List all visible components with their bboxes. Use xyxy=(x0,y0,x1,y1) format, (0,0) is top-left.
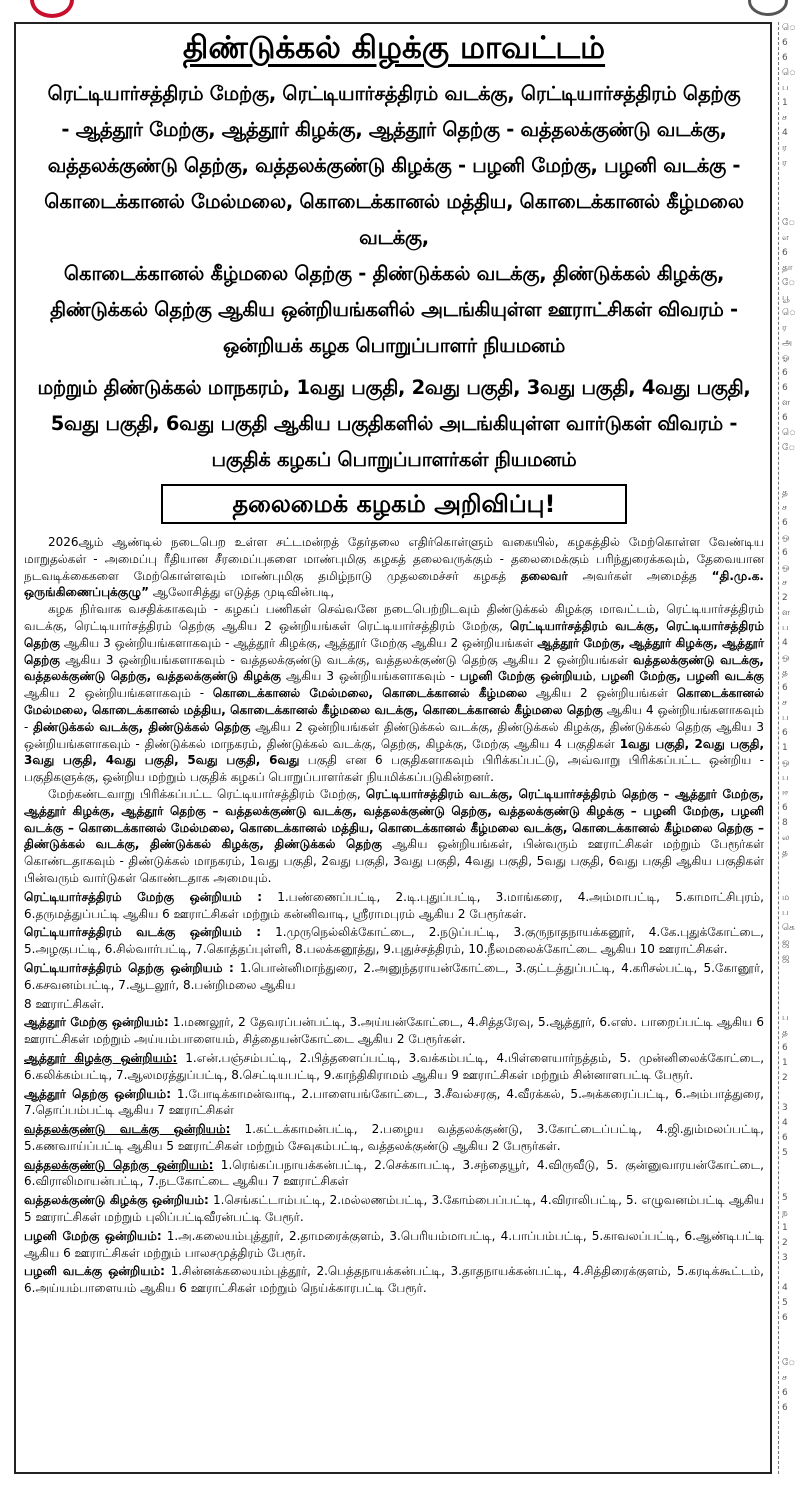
edge-fragment: ப xyxy=(782,908,789,918)
edge-fragment: 6 xyxy=(782,368,788,378)
edge-fragment: ச xyxy=(782,578,787,588)
union-villages: 1.பொன்னிமாந்துரை, 2.அனுந்தராயன்கோட்டை, 3.குட்டத்துப்பட்டி, 4.கரிசல்பட்டி, 5.கோனூர், 6.கசவனம்பட்டி, 7.ஆடலூர், 8.பன்றிமலை ஆகிய xyxy=(24,960,765,992)
edge-fragment: ள xyxy=(782,398,791,408)
union-villages: 1.சின்னக்கலையம்புத்தூர், 2.பெத்தநாயக்கன்பட்டி, 3.தாதநாயக்கன்பட்டி, 4.சித்திரைக்குளம், 5.கரடிக்கூட்டம், 6.அய்யம்பாளையம் ஆகிய 6 ஊராட்சிகள் மற்றும் நெய்க்காரபட்டி பேரூர். xyxy=(24,1264,764,1296)
union-entry xyxy=(24,1157,764,1191)
adjacent-column-edge xyxy=(776,22,800,1474)
union-villages: 1.கட்டக்காமன்பட்டி, 2.பழைய வத்தலக்குண்டு, 3.கோட்டைப்பட்டி, 4.ஜி.தும்மலப்பட்டி, 5.கணவாய்ப்பட்டி ஆகிய 5 ஊராட்சிகள் மற்றும் சேவுகம்பட்டி, வத்தலக்குண்டு ஆகிய 2 பேரூர்கள். xyxy=(24,1122,764,1153)
edge-fragment: 6 xyxy=(782,518,788,528)
edge-fragment: ஒ xyxy=(782,758,790,768)
edge-fragment: த xyxy=(782,1028,788,1038)
edge-fragment: 6 xyxy=(782,1133,788,1143)
para3-bold: ரெட்டியார்சத்திரம் வடக்கு, ரெட்டியார்சத்திரம் தெற்கு – ஆத்தூர் மேற்கு, ஆத்தூர் கிழக்கு, ஆத்தூர் தெற்கு – வத்தலக்குண்டு வடக்கு, வத்தலக்குண்டு தெற்கு, வத்தலக்குண்டு கிழக்கு – பழனி மேற்கு, பழனி வடக்கு – கொடைக்கானல் மேல்மலை, கொடைக்கானல் மத்திய, கொடைக்கானல் கீழ்மலை வடக்கு, கொடைக்கானல் கீழ்மலை தெற்கு – திண்டுக்கல் வடக்கு, திண்டுக்கல் கிழக்கு, திண்டுக்கல் தெற்கு xyxy=(24,786,764,852)
edge-fragment: 2 xyxy=(782,1238,788,1248)
headline-line: பகுதிக் கழகப் பொறுப்பாளர்கள் நியமனம் xyxy=(211,448,577,471)
edge-fragment: 6 xyxy=(782,248,788,258)
edge-fragment: ச xyxy=(782,503,787,513)
edge-fragment: 6 xyxy=(782,383,788,393)
edge-fragment: கெ xyxy=(782,923,795,933)
union-label: பழனி மேற்கு ஒன்றியம்: xyxy=(24,1228,162,1243)
edge-fragment: ே xyxy=(782,218,796,228)
edge-fragment: ஒ xyxy=(782,533,790,543)
edge-fragment: 1 xyxy=(782,1223,788,1233)
union-villages: 8 ஊராட்சிகள். xyxy=(24,996,105,1011)
para2-bold: வத்தலக்குண்டு வடக்கு, வத்தலக்குண்டு தெற்கு, வத்தலக்குண்டு கிழக்கு xyxy=(24,652,764,684)
union-entry xyxy=(24,1228,764,1262)
union-entry xyxy=(24,1121,764,1155)
notice-title: தலைமைக் கழகம் அறிவிப்பு! xyxy=(232,490,556,518)
para1-text: அவர்கள் அமைத்த xyxy=(567,568,712,583)
para2-text: ஆகிய 3 ஒன்றியங்களாகவும் - xyxy=(281,669,460,684)
edge-fragment: ெ xyxy=(782,308,796,318)
edge-fragment: ள xyxy=(782,608,791,618)
edge-fragment: 4 xyxy=(782,1283,788,1293)
para2-bold: பழனி மேற்கு, பழனி வடக்கு xyxy=(601,669,764,684)
para3-text: ஆகிய ஒன்றியங்கள், பின்வரும் ஊராட்சிகள் மற்றும் பேரூர்கள் கொண்டதாகவும் - திண்டுக்கல் மாநகரம், 1வது பகுதி, 2வது பகுதி, 3வது பகுதி, 4வது பகுதி, 5வது பகுதி, 6வது பகுதி ஆகிய பகுதிகள் பின்வரும் வார்டுகள் கொண்டதாக அமையும். xyxy=(24,837,764,885)
edge-fragment: பூ xyxy=(782,293,790,303)
headline-line: கொடைக்கானல் மேல்மலை, கொடைக்கானல் மத்திய, கொடைக்கானல் கீழ்மலை வடக்கு, xyxy=(44,190,744,249)
para1-bold: “தி.மு.க. ஒருங்கிணைப்புக்குழு” xyxy=(24,568,764,600)
edge-fragment: 8 xyxy=(782,818,788,828)
union-villages: 1.அ.கலையம்புத்தூர், 2.தாமரைக்குளம், 3.பெரியம்மாபட்டி, 4.பாப்பம்பட்டி, 5.காவலப்பட்டி, 6.ஆண்டிபட்டி ஆகிய 6 ஊராட்சிகள் மற்றும் பாலசமுத்திரம் பேரூர். xyxy=(24,1228,764,1260)
headline-line: ஒன்றியக் கழக பொறுப்பாளர் நியமனம் xyxy=(223,334,565,357)
union-entry xyxy=(24,960,764,994)
edge-fragment: ர xyxy=(782,143,787,153)
edge-fragment xyxy=(782,1327,800,1342)
union-entry xyxy=(24,889,764,923)
para1-text: ஆலோசித்து எடுத்த முடிவின்படி, xyxy=(148,585,335,600)
para2-bold: கொடைக்கானல் மேல்மலை, கொடைக்கானல் மத்திய, கொடைக்கானல் கீழ்மலை வடக்கு, கொடைக்கானல் கீழ்மலை தெற்கு xyxy=(24,686,764,717)
edge-fragment: 6 xyxy=(782,1388,788,1398)
paragraph-2 xyxy=(24,601,764,786)
notice-body xyxy=(24,534,764,1297)
union-entry xyxy=(24,1263,764,1297)
district-title xyxy=(24,26,764,72)
edge-fragment: 1 xyxy=(782,1058,788,1068)
union-label: ரெட்டியார்சத்திரம் தெற்கு ஒன்றியம் : xyxy=(24,960,234,975)
union-label: வத்தலக்குண்டு வடக்கு ஒன்றியம்: xyxy=(24,1122,231,1137)
union-villages: 1.போடிக்காமன்வாடி, 2.பாளையங்கோட்டை, 3.சீவல்சரகு, 4.வீரக்கல், 5.அக்கரைப்பட்டி, 6.அம்பாத்துரை, 7.தொப்பம்பட்டி ஆகிய 7 ஊராட்சிகள் xyxy=(24,1086,764,1118)
district-title-text: திண்டுக்கல் கிழக்கு மாவட்டம் xyxy=(182,30,606,66)
headline-line: - ஆத்தூர் மேற்கு, ஆத்தூர் கிழக்கு, ஆத்தூர் தெற்கு - வத்தலக்குண்டு வடக்கு, xyxy=(61,118,727,141)
union-label: ரெட்டியார்சத்திரம் வடக்கு ஒன்றியம் : xyxy=(24,925,262,940)
edge-fragment: ச xyxy=(782,1373,787,1383)
union-villages: 1.என்.பஞ்சம்பட்டி, 2.பித்தளைப்பட்டி, 3.வக்கம்பட்டி, 4.பிள்ளையார்நத்தம், 5. முன்னிலைக்கோட்டை, 6.கலிக்கம்பட்டி, 7.ஆலமரத்துப்பட்டி, 8.செட்டியபட்டி, 9.காந்திகிராமம் ஆகிய 9 ஊராட்சிகள் மற்றும் சின்னாளபட்டி பேரூர். xyxy=(24,1050,765,1082)
edge-fragment: 2 xyxy=(782,1073,788,1083)
column-divider xyxy=(778,22,779,1474)
edge-fragment: ந xyxy=(782,1208,788,1218)
edge-fragment xyxy=(782,982,800,997)
edge-fragment: ம xyxy=(782,893,790,903)
para2-bold: 1வது பகுதி, 2வது பகுதி, 3வது பகுதி, 4வது பகுதி, 5வது பகுதி, 6வது xyxy=(24,736,764,768)
edge-fragment: ஈ xyxy=(782,788,789,798)
edge-fragment: 4 xyxy=(782,638,788,648)
edge-fragment: 6 xyxy=(782,38,788,48)
union-entry xyxy=(24,1014,764,1048)
headline-line: கொடைக்கானல் கீழ்மலை தெற்கு - திண்டுக்கல் வடக்கு, திண்டுக்கல் கிழக்கு, xyxy=(63,262,725,285)
edge-fragment: த xyxy=(782,848,788,858)
edge-fragment: 6 xyxy=(782,803,788,813)
edge-fragment: 6 xyxy=(782,683,788,693)
edge-fragment xyxy=(782,1162,800,1177)
union-entry xyxy=(24,924,764,958)
notice-title-box xyxy=(161,484,627,524)
union-villages: 1.மணலூர், 2 தேவரப்பன்பட்டி, 3.அய்யன்கோட்டை, 4.சித்தரேவு, 5.ஆத்தூர், 6.எஸ். பாறைப்பட்டி ஆகிய 6 ஊராட்சிகள் மற்றும் அய்யம்பாளையம், சித்தையன்கோட்டை ஆகிய 2 பேரூர்கள். xyxy=(24,1015,764,1047)
edge-fragment: ஓ xyxy=(782,353,790,363)
paragraph-3 xyxy=(24,786,764,887)
edge-fragment: தா xyxy=(782,263,793,273)
edge-fragment: ஒ xyxy=(782,653,790,663)
edge-fragment: 5 xyxy=(782,1148,788,1158)
union-villages: 1.பண்ணைப்பட்டி, 2.டி.புதுப்பட்டி, 3.மாங்கரை, 4.அம்மாபட்டி, 5.காமாட்சிபுரம், 6.தருமத்துப்பட்டி ஆகிய 6 ஊராட்சிகள் மற்றும் கன்னிவாடி, ஸ்ரீராமபுரம் ஆகிய 2 பேரூர்கள். xyxy=(24,889,764,921)
para2-text: ஆகிய 3 ஒன்றியங்களாகவும் - ஆத்தூர் கிழக்கு, ஆத்தூர் மேற்கு ஆகிய 2 ஒன்றியங்கள் xyxy=(59,635,538,650)
union-villages: 1.ரெங்கப்பநாயக்கன்பட்டி, 2.செக்காபட்டி, 3.சந்தையூர், 4.விருவீடு, 5. குன்னுவாரயன்கோட்டை, 6.விராலிமாயன்பட்டி, 7.நடகோட்டை ஆகிய 7 ஊராட்சிகள் xyxy=(24,1157,764,1189)
edge-fragment: 5 xyxy=(782,1193,788,1203)
edge-fragment: ப xyxy=(782,773,789,783)
edge-fragment xyxy=(782,172,800,187)
para2-bold: திண்டுக்கல் வடக்கு, திண்டுக்கல் தெற்கு xyxy=(33,719,251,734)
edge-fragment: ெ xyxy=(782,68,796,78)
edge-fragment: ப xyxy=(782,1013,789,1023)
union-entry xyxy=(24,996,764,1013)
edge-fragment: ப xyxy=(782,713,789,723)
union-villages: 1.செங்கட்டாம்பட்டி, 2.மல்லணம்பட்டி, 3.கோம்பைப்பட்டி, 4.விராலிபட்டி, 5. எழுவனம்பட்டி ஆகிய 5 ஊராட்சிகள் மற்றும் புலிப்பட்டிவீரன்பட்டி பேரூர். xyxy=(24,1193,764,1225)
edge-fragment: 6 xyxy=(782,728,788,738)
edge-fragment: 6 xyxy=(782,413,788,423)
edge-fragment xyxy=(782,1087,800,1102)
headline-line: ரெட்டியார்சத்திரம் மேற்கு, ரெட்டியார்சத்திரம் வடக்கு, ரெட்டியார்சத்திரம் தெற்கு xyxy=(47,82,741,105)
edge-fragment: 3 xyxy=(782,1253,788,1263)
headline-line: வத்தலக்குண்டு தெற்கு, வத்தலக்குண்டு கிழக்கு - பழனி மேற்கு, பழனி வடக்கு - xyxy=(47,154,741,177)
edge-fragment: ே xyxy=(782,278,796,288)
notice-content xyxy=(24,26,764,1297)
edge-fragment: 6 xyxy=(782,1043,788,1053)
para3-text: மேற்கண்டவாறு பிரிக்கப்பட்ட ரெட்டியார்சத்திரம் மேற்கு, xyxy=(48,786,366,801)
edge-fragment xyxy=(782,1177,800,1192)
para2-text: கழக நிர்வாக வசதிக்காகவும் - கழகப் பணிகள் செவ்வனே நடைபெற்றிடவும் திண்டுக்கல் கிழக்கு மாவட்டம், ரெட்டியார்சத்திரம் வடக்கு, ரெட்டியார்சத்திரம் தெற்கு ஆகிய 2 ஒன்றியங்கள் ரெட்டியார்சத்திரம் மேற்கு, xyxy=(24,602,764,633)
edge-fragment: 4 xyxy=(782,128,788,138)
edge-fragment: 4 xyxy=(782,1118,788,1128)
para1-bold: தலைவர் xyxy=(520,568,568,583)
edge-fragment: 6 xyxy=(782,1313,788,1323)
edge-fragment xyxy=(782,1342,800,1357)
para2-text: பகுதி என 6 பகுதிகளாகவும் பிரிக்கப்பட்டு, அவ்வாறு பிரிக்கப்பட்ட ஒன்றிய - பகுதிகளுக்கு, ஒன்றிய மற்றும் பகுதிக் கழகப் பொறுப்பாளர்கள் நியமிக்கப்படுகின்றனர். xyxy=(24,753,764,785)
union-label: ஆத்தூர் தெற்கு ஒன்றியம்: xyxy=(24,1086,172,1101)
paragraph-1 xyxy=(24,534,764,601)
union-label: ரெட்டியார்சத்திரம் மேற்கு ஒன்றியம் : xyxy=(24,889,263,904)
edge-fragment xyxy=(782,877,800,892)
edge-fragment: ே xyxy=(782,1358,796,1368)
edge-fragment xyxy=(782,862,800,877)
party-logo xyxy=(30,0,74,18)
edge-fragment: ெ xyxy=(782,23,796,33)
edge-fragment: ெ xyxy=(782,428,796,438)
edge-fragment: 6 xyxy=(782,548,788,558)
edge-fragment: ச xyxy=(782,698,787,708)
para2-text: , xyxy=(592,669,602,684)
union-label: வத்தலக்குண்டு தெற்கு ஒன்றியம்: xyxy=(24,1157,214,1172)
emblem-logo xyxy=(748,0,788,16)
union-villages: 1.முருநெல்லிக்கோட்டை, 2.நடுப்பட்டி, 3.குருநாதநாயக்கனூர், 4.கே.புதுக்கோட்டை, 5.அழகுபட்டி, 6.சில்வார்பட்டி, 7.கொத்தப்புள்ளி, 8.பலக்கனூத்து, 9.புதுச்சத்திரம், 10.நீலமலைக்கோட்டை ஆகிய 10 ஊராட்சிகள். xyxy=(24,925,764,957)
para2-bold: பழனி மேற்கு ஒன்றியம் xyxy=(459,669,593,684)
edge-fragment: ர xyxy=(782,323,787,333)
edge-fragment: எ xyxy=(782,233,790,243)
para2-bold: ரெட்டியார்சத்திரம் வடக்கு, ரெட்டியார்சத்திரம் தெற்கு xyxy=(24,618,765,650)
para2-text: ஆகிய 2 ஒன்றியங்களாகவும் - xyxy=(24,686,213,701)
union-entry xyxy=(24,1192,764,1226)
headline-line: 5வது பகுதி, 6வது பகுதி ஆகிய பகுதிகளில் அடங்கியுள்ள வார்டுகள் விவரம் - xyxy=(50,412,738,435)
edge-fragment: ஒ xyxy=(782,563,790,573)
para2-text: ஆகிய 2 ஒன்றியங்கள் திண்டுக்கல் வடக்கு, திண்டுக்கல் கிழக்கு, திண்டுக்கல் தெற்கு ஆகிய 3 ஒன்றியங்களாகவும் - திண்டுக்கல் மாநகரம், திண்டுக்கல் வடக்கு, தெற்கு, கிழக்கு, மேற்கு ஆகிய 4 பகுதிகள் xyxy=(24,719,764,751)
union-entry xyxy=(24,1086,764,1120)
edge-fragment xyxy=(782,472,800,487)
edge-fragment: ல xyxy=(782,833,790,843)
para2-text: ஆகிய 3 ஒன்றியங்களாகவும் - வத்தலக்குண்டு வடக்கு, வத்தலக்குண்டு தெற்கு ஆகிய 2 ஒன்றியங்கள் xyxy=(59,652,634,667)
edge-fragment: அ xyxy=(782,338,793,348)
edge-fragment: 6 xyxy=(782,53,788,63)
headline-line: மற்றும் திண்டுக்கல் மாநகரம், 1வது பகுதி, 2வது பகுதி, 3வது பகுதி, 4வது பகுதி, xyxy=(37,376,751,399)
headline-block-2 xyxy=(24,370,764,478)
edge-fragment: 2 xyxy=(782,593,788,603)
headline-line: திண்டுக்கல் தெற்கு ஆகிய ஒன்றியங்களில் அடங்கியுள்ள ஊராட்சிகள் விவரம் - xyxy=(50,298,738,321)
edge-fragment: 5 xyxy=(782,1298,788,1308)
edge-fragment: ஜ xyxy=(782,953,790,963)
edge-fragment: 6 xyxy=(782,1403,788,1413)
edge-fragment xyxy=(782,187,800,202)
union-label: ஆத்தூர் கிழக்கு ஒன்றியம்: xyxy=(24,1050,178,1065)
edge-fragment: ப xyxy=(782,83,789,93)
edge-fragment: ே xyxy=(782,443,796,453)
edge-fragment: 1 xyxy=(782,98,788,108)
union-entry xyxy=(24,1050,764,1084)
edge-fragment: ச xyxy=(782,113,787,123)
edge-fragment: ர xyxy=(782,158,787,168)
para2-bold: ஆத்தூர் மேற்கு, ஆத்தூர் கிழக்கு, ஆத்தூர் தெற்கு xyxy=(24,635,764,667)
edge-fragment: 1 xyxy=(782,743,788,753)
edge-fragment: த xyxy=(782,668,788,678)
para2-bold: கொடைக்கானல் மேல்மலை, கொடைக்கானல் கீழ்மலை xyxy=(212,686,528,701)
top-strip xyxy=(0,0,800,22)
edge-fragment: த xyxy=(782,488,788,498)
edge-fragment xyxy=(782,202,800,217)
edge-fragments xyxy=(776,22,800,1413)
union-label: பழனி வடக்கு ஒன்றியம்: xyxy=(24,1264,165,1279)
edge-fragment: ஜ xyxy=(782,938,790,948)
edge-fragment xyxy=(782,1267,800,1282)
para2-text: ஆகிய 4 ஒன்றியங்களாகவும் - xyxy=(24,702,764,734)
edge-fragment xyxy=(782,967,800,982)
para2-text: ஆகிய 2 ஒன்றியங்கள் xyxy=(527,686,677,701)
para1-text: 2026ஆம் ஆண்டில் நடைபெற உள்ள சட்டமன்றத் தேர்தலை எதிர்கொள்ளும் வகையில், கழகத்தில் மேற்கொள்ள வேண்டிய மாறுதல்கள் - அமைப்பு ரீதியான சீரமைப்புகளை மாண்புமிகு கழகத் தலைவருக்கும் - தலைமைக்கும் பரிந்துரைக்கவும், தேவையான நடவடிக்கைகளை மேற்கொள்ளவும் மாண்புமிகு தமிழ்நாடு முதலமைச்சர் கழகத் xyxy=(24,535,764,583)
headline-block-1 xyxy=(24,76,764,364)
edge-fragment: 3 xyxy=(782,1103,788,1113)
edge-fragment: ப xyxy=(782,623,789,633)
edge-fragment xyxy=(782,997,800,1012)
union-label: ஆத்தூர் மேற்கு ஒன்றியம்: xyxy=(24,1015,169,1030)
edge-fragment xyxy=(782,457,800,472)
union-label: வத்தலக்குண்டு கிழக்கு ஒன்றியம்: xyxy=(24,1193,209,1208)
